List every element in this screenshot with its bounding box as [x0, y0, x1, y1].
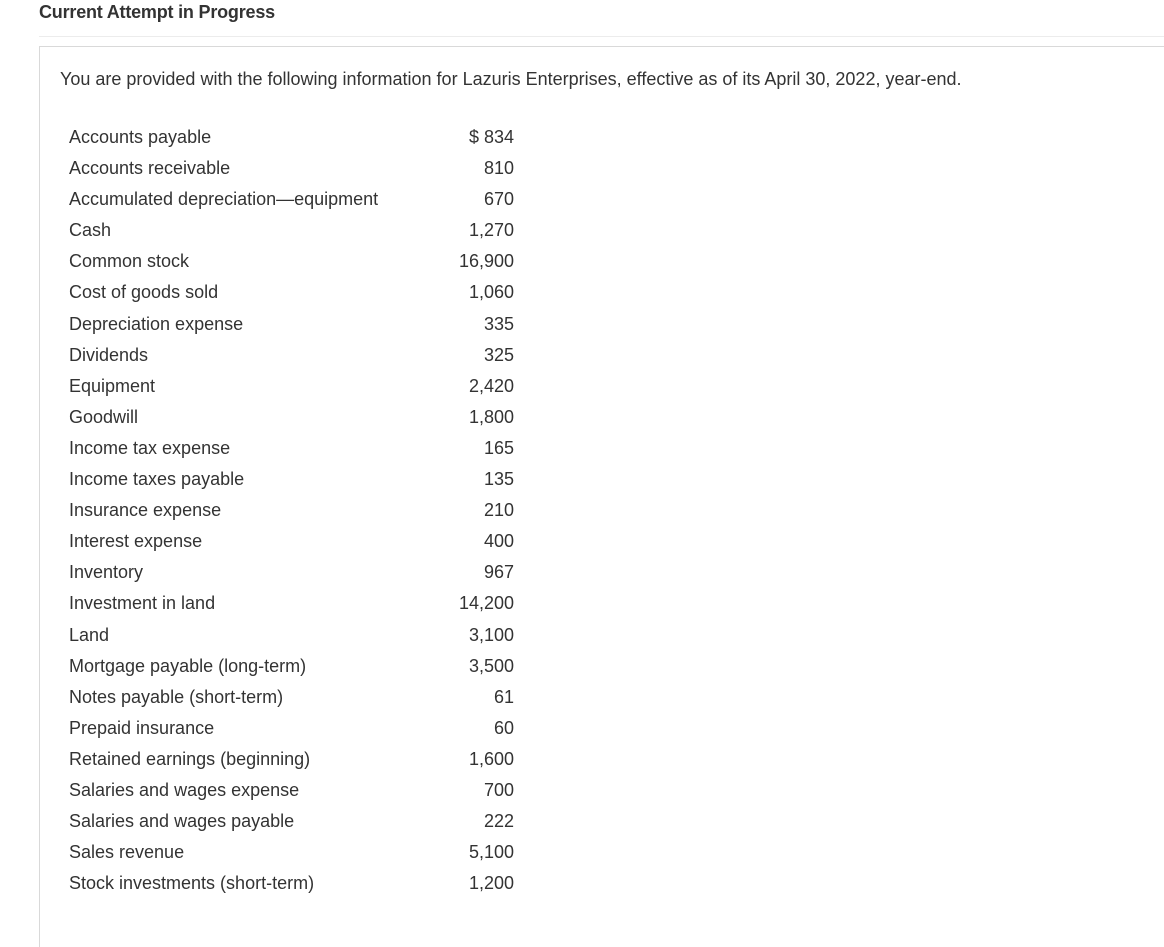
account-amount: 60	[493, 717, 514, 738]
account-amount: 400	[483, 531, 514, 552]
account-list	[69, 122, 514, 899]
account-label: Accumulated depreciation—equipment	[69, 189, 379, 210]
account-row	[69, 775, 514, 806]
account-row	[69, 402, 514, 433]
account-amount: $ 834	[468, 127, 514, 147]
account-row	[69, 682, 514, 713]
account-amount: 1,270	[468, 220, 514, 241]
account-label: Accounts payable	[69, 127, 212, 147]
account-row	[69, 122, 514, 153]
account-row	[69, 651, 514, 682]
account-row	[69, 277, 514, 308]
account-amount: 16,900	[458, 251, 514, 272]
account-amount: 670	[483, 189, 514, 210]
account-label: Income tax expense	[69, 437, 231, 458]
account-row	[69, 309, 514, 340]
account-row	[69, 713, 514, 744]
account-row	[69, 557, 514, 588]
account-label: Equipment	[69, 375, 156, 396]
account-amount: 1,600	[468, 748, 514, 769]
account-amount: 1,060	[468, 282, 514, 303]
account-label: Salaries and wages expense	[69, 779, 300, 800]
account-row	[69, 464, 514, 495]
account-label: Goodwill	[69, 406, 139, 427]
account-amount: 135	[483, 469, 514, 490]
account-label: Salaries and wages payable	[69, 811, 295, 832]
account-row	[69, 526, 514, 557]
account-row	[69, 371, 514, 402]
account-amount: 210	[483, 500, 514, 521]
account-amount: 5,100	[468, 842, 514, 863]
account-label: Common stock	[69, 251, 190, 272]
account-amount: 3,500	[468, 655, 514, 676]
page-title: Current Attempt in Progress	[39, 2, 275, 22]
account-row	[69, 246, 514, 277]
account-label: Retained earnings (beginning)	[69, 748, 311, 769]
account-amount: 325	[483, 344, 514, 365]
account-row	[69, 588, 514, 619]
account-amount: 1,800	[468, 406, 514, 427]
account-amount: 335	[483, 313, 514, 334]
account-row	[69, 433, 514, 464]
account-row	[69, 806, 514, 837]
account-amount: 165	[483, 437, 514, 458]
header-divider	[39, 36, 1164, 37]
account-amount: 3,100	[468, 624, 514, 645]
account-row	[69, 868, 514, 899]
account-amount: 61	[493, 686, 514, 707]
account-label: Investment in land	[69, 593, 216, 614]
account-amount: 14,200	[458, 593, 514, 614]
account-label: Cost of goods sold	[69, 282, 219, 303]
question-card	[39, 46, 1164, 947]
account-row	[69, 340, 514, 371]
account-amount: 967	[483, 562, 514, 583]
account-label: Notes payable (short-term)	[69, 686, 284, 707]
account-row	[69, 153, 514, 184]
account-label: Cash	[69, 220, 112, 241]
account-label: Income taxes payable	[69, 469, 245, 490]
account-label: Dividends	[69, 344, 149, 365]
account-label: Land	[69, 624, 110, 645]
account-amount: 1,200	[468, 873, 514, 894]
account-label: Insurance expense	[69, 500, 222, 521]
question-intro: You are provided with the following information for Lazuris Enterprises, effective as of its April 30, 2022, year-end.	[60, 69, 962, 89]
account-amount: 2,420	[468, 375, 514, 396]
account-amount: 222	[483, 811, 514, 832]
account-label: Sales revenue	[69, 842, 185, 863]
account-label: Interest expense	[69, 531, 203, 552]
account-label: Mortgage payable (long-term)	[69, 655, 307, 676]
account-row	[69, 184, 514, 215]
account-label: Prepaid insurance	[69, 717, 215, 738]
account-row	[69, 837, 514, 868]
account-amount: 810	[483, 158, 514, 179]
account-row	[69, 215, 514, 246]
account-amount: 700	[483, 779, 514, 800]
account-label: Stock investments (short-term)	[69, 873, 315, 894]
account-label: Accounts receivable	[69, 158, 231, 179]
account-row	[69, 495, 514, 526]
account-label: Inventory	[69, 562, 144, 583]
account-row	[69, 744, 514, 775]
account-row	[69, 620, 514, 651]
account-label: Depreciation expense	[69, 313, 244, 334]
